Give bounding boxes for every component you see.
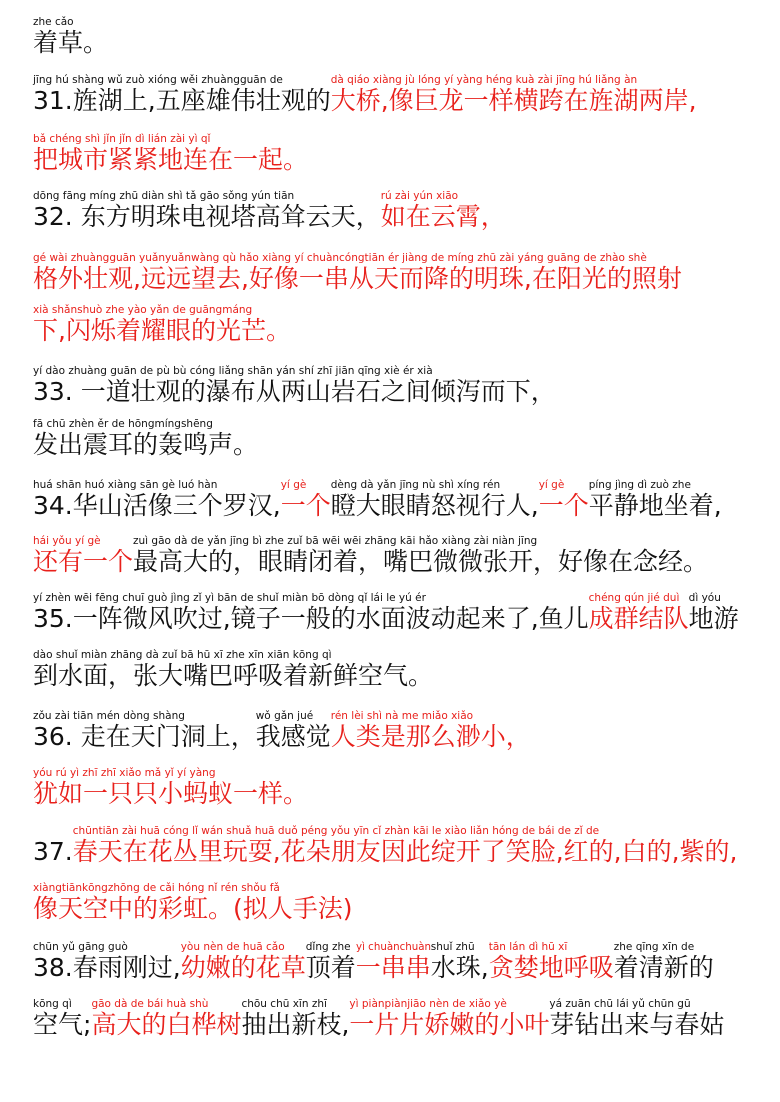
text-segment — [33, 364, 556, 406]
hanzi-text: 35.一阵微风吹过,镜子一般的水面波动起来了,鱼儿 — [33, 604, 589, 633]
text-segment — [33, 73, 331, 115]
pinyin-text: dōng fāng míng zhū diàn shì tǎ gāo sǒng yún tiān — [33, 189, 295, 202]
hanzi-text: 顶着 — [305, 953, 356, 982]
text-segment — [33, 940, 181, 982]
text-segment — [33, 591, 589, 633]
pinyin-text: yí gè — [280, 478, 307, 491]
pinyin-text: zǒu zài tiān mén dòng shàng — [33, 709, 185, 722]
pinyin-text: huá shān huó xiàng sān gè luó hàn — [33, 478, 218, 491]
text-segment — [33, 251, 682, 293]
text-segment — [430, 940, 489, 982]
text-segment — [33, 881, 353, 923]
text-segment — [33, 648, 434, 690]
text-segment — [549, 997, 725, 1039]
hanzi-text: 抽出新枝, — [241, 1010, 350, 1039]
text-segment — [355, 940, 431, 982]
hanzi-text: 我感觉 — [255, 722, 331, 751]
hanzi-text: 下,闪烁着耀眼的光芒。 — [33, 316, 291, 345]
text-segment — [33, 132, 309, 174]
hanzi-text: 贪婪地呼吸 — [488, 953, 614, 982]
pinyin-text: yí dào zhuàng guān de pù bù cóng liǎng shān yán shí zhī jiān qīng xiè ér xià — [33, 364, 433, 377]
hanzi-text: 一串串 — [355, 953, 431, 982]
pinyin-text: chūntiān zài huā cóng lǐ wán shuǎ huā duǒ péng yǒu yīn cǐ zhàn kāi le xiào liǎn hóng de bái de zǐ de — [72, 824, 600, 837]
hanzi-text: 38.春雨刚过, — [33, 953, 181, 982]
text-segment — [33, 534, 134, 576]
hanzi-text: 水珠, — [430, 953, 489, 982]
text-segment — [588, 478, 722, 520]
hanzi-text: 芽钻出来与春姑 — [549, 1010, 725, 1039]
pinyin-text: wǒ gǎn jué — [255, 709, 314, 722]
hanzi-text: 像天空中的彩虹。(拟人手法) — [33, 894, 353, 923]
text-segment — [33, 478, 281, 520]
hanzi-text: 发出震耳的轰鸣声。 — [33, 430, 259, 459]
hanzi-text: 34.华山活像三个罗汉, — [33, 491, 281, 520]
pinyin-text: jīng hú shàng wǔ zuò xióng wěi zhuàngguān de — [33, 73, 283, 86]
pinyin-text: fā chū zhèn ěr de hōngmíngshēng — [33, 417, 213, 430]
text-segment — [488, 940, 614, 982]
text-segment — [33, 839, 73, 865]
pinyin-text: yì chuànchuàn — [355, 940, 431, 953]
hanzi-text: 最高大的，眼睛闭着，嘴巴微微张开，好像在念经。 — [133, 547, 709, 576]
hanzi-text: 36. 走在天门洞上， — [33, 722, 256, 751]
pinyin-text: dì yóu — [688, 591, 721, 604]
pinyin-text: xiàngtiānkōngzhōng de cǎi hóng nǐ rén shǒu fǎ — [33, 881, 280, 894]
pinyin-text: chéng qún jié duì — [588, 591, 680, 604]
pinyin-text: chūn yǔ gāng guò — [33, 940, 128, 953]
pinyin-text: dǐng zhe — [305, 940, 351, 953]
hanzi-text: 32. 东方明珠电视塔高耸云天， — [33, 202, 381, 231]
hanzi-text: 31.旌湖上,五座雄伟壮观的 — [33, 86, 331, 115]
pinyin-text: gāo dà de bái huà shù — [91, 997, 209, 1010]
pinyin-text: tān lán dì hū xī — [488, 940, 568, 953]
pinyin-text: zuì gāo dà de yǎn jīng bì zhe zuǐ bā wēi wēi zhāng kāi hǎo xiàng zài niàn jīng — [133, 534, 538, 547]
pinyin-text: yóu rú yì zhī zhī xiǎo mǎ yǐ yí yàng — [33, 766, 216, 779]
text-segment — [330, 709, 531, 751]
pinyin-text: rén lèi shì nà me miǎo xiǎo — [330, 709, 474, 722]
text-segment — [33, 189, 381, 231]
text-segment — [180, 940, 306, 982]
text-segment — [241, 997, 350, 1039]
text-segment — [133, 534, 709, 576]
text-segment — [255, 709, 331, 751]
pinyin-text: píng jìng dì zuò zhe — [588, 478, 691, 491]
text-segment — [330, 73, 697, 115]
pinyin-text: zhe qīng xīn de — [613, 940, 695, 953]
hanzi-text: 空气; — [33, 1010, 92, 1039]
hanzi-text: 瞪大眼睛怒视行人, — [330, 491, 539, 520]
pinyin-text: zhe cǎo — [33, 15, 74, 28]
hanzi-text: 一个 — [538, 491, 589, 520]
text-segment — [33, 15, 109, 57]
pinyin-text: dà qiáo xiàng jù lóng yí yàng héng kuà zài jīng hú liǎng àn — [330, 73, 638, 86]
text-segment — [72, 824, 738, 866]
pinyin-text: yòu nèn de huā cǎo — [180, 940, 285, 953]
text-segment — [380, 189, 506, 231]
text-segment — [33, 709, 256, 751]
pinyin-text: chōu chū xīn zhī — [241, 997, 327, 1010]
pinyin-text: shuǐ zhū — [430, 940, 475, 953]
hanzi-text: 人类是那么渺小， — [330, 722, 531, 751]
text-segment — [33, 766, 309, 808]
hanzi-text: 还有一个 — [33, 547, 134, 576]
pinyin-text: yá zuān chū lái yǔ chūn gū — [549, 997, 691, 1010]
text-segment — [91, 997, 242, 1039]
hanzi-text: 着清新的 — [613, 953, 714, 982]
hanzi-text: 一片片娇嫩的小叶 — [349, 1010, 550, 1039]
hanzi-text: 春天在花丛里玩耍,花朵朋友因此绽开了笑脸,红的,白的,紫的, — [72, 837, 738, 866]
pinyin-text: dèng dà yǎn jīng nù shì xíng rén — [330, 478, 501, 491]
text-segment — [33, 303, 291, 345]
hanzi-text: 犹如一只只小蚂蚁一样。 — [33, 779, 309, 808]
hanzi-text: 格外壮观,远远望去,好像一串从天而降的明珠,在阳光的照射 — [33, 264, 682, 293]
hanzi-text: 高大的白桦树 — [91, 1010, 242, 1039]
hanzi-text: 一个 — [280, 491, 331, 520]
pinyin-text: rú zài yún xiāo — [380, 189, 459, 202]
hanzi-text: 37. — [33, 837, 73, 866]
pinyin-text: yì piànpiànjiāo nèn de xiǎo yè — [349, 997, 507, 1010]
text-segment — [688, 591, 739, 633]
hanzi-text: 把城市紧紧地连在一起。 — [33, 145, 309, 174]
text-segment — [330, 478, 539, 520]
hanzi-text: 成群结队 — [588, 604, 689, 633]
hanzi-text: 如在云霄， — [380, 202, 506, 231]
text-segment — [33, 417, 259, 459]
hanzi-text: 大桥,像巨龙一样横跨在旌湖两岸, — [330, 86, 697, 115]
pinyin-text: xià shǎnshuò zhe yào yǎn de guāngmáng — [33, 303, 253, 316]
text-segment — [613, 940, 714, 982]
text-segment — [33, 997, 92, 1039]
pinyin-text: gé wài zhuàngguān yuǎnyuǎnwàng qù hǎo xiàng yí chuàncóngtiān ér jiàng de míng zhū zài yáng guāng de zhào shè — [33, 251, 647, 264]
hanzi-text: 地游 — [688, 604, 739, 633]
pinyin-text: kōng qì — [33, 997, 72, 1010]
pinyin-text: dào shuǐ miàn zhāng dà zuǐ bā hū xī zhe xīn xiān kōng qì — [33, 648, 332, 661]
text-segment — [280, 478, 331, 520]
text-segment — [305, 940, 356, 982]
hanzi-text: 到水面，张大嘴巴呼吸着新鲜空气。 — [33, 661, 434, 690]
text-segment — [349, 997, 550, 1039]
text-segment — [538, 478, 589, 520]
pinyin-text: bǎ chéng shì jǐn jǐn dì lián zài yì qǐ — [33, 132, 211, 145]
pinyin-text: hái yǒu yí gè — [33, 534, 101, 547]
hanzi-text: 幼嫩的花草 — [180, 953, 306, 982]
pinyin-text: yí zhèn wēi fēng chuī guò jìng zǐ yì bān de shuǐ miàn bō dòng qǐ lái le yú ér — [33, 591, 426, 604]
hanzi-text: 着草。 — [33, 28, 109, 57]
hanzi-text: 平静地坐着, — [588, 491, 722, 520]
pinyin-text: yí gè — [538, 478, 565, 491]
text-segment — [588, 591, 689, 633]
hanzi-text: 33. 一道壮观的瀑布从两山岩石之间倾泻而下， — [33, 377, 556, 406]
